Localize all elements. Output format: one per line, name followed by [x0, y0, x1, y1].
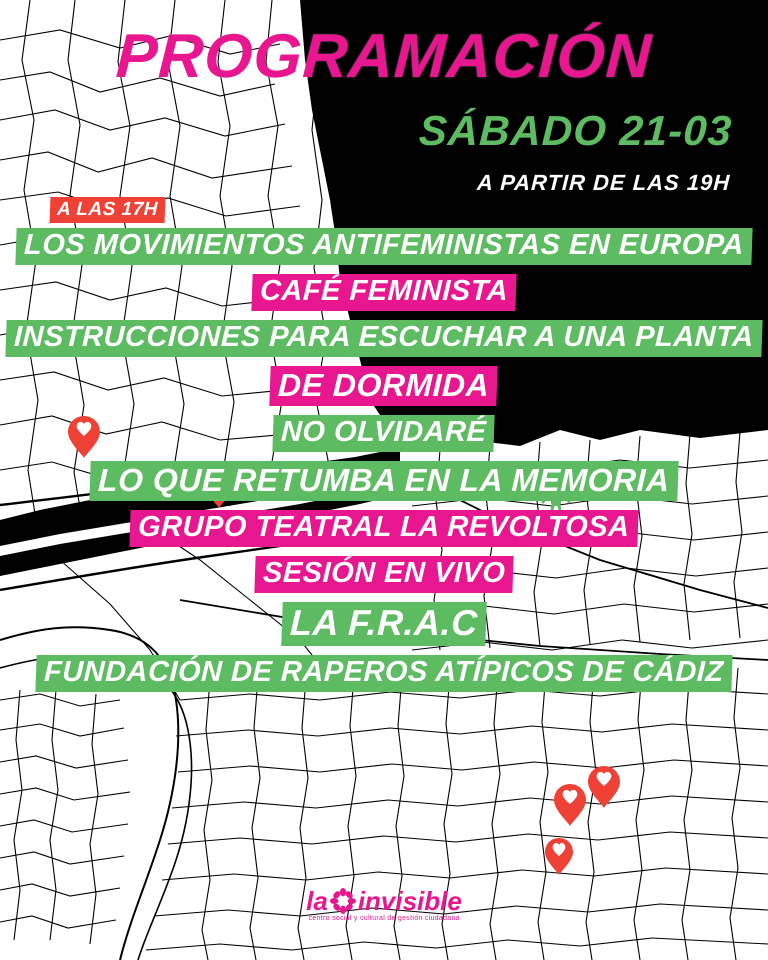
program-item — [0, 510, 768, 547]
poster-date: SÁBADO 21-03 — [417, 107, 734, 154]
program-item-label: DE DORMIDA — [270, 366, 499, 406]
early-session-badge-label: A LAS 17H — [50, 197, 166, 223]
program-item-label: LO QUE RETUMBA EN LA MEMORIA — [89, 461, 678, 501]
program-list — [0, 228, 768, 701]
program-item-label: LOS MOVIMIENTOS ANTIFEMINISTAS EN EUROPA — [15, 228, 752, 265]
program-item-label: GRUPO TEATRAL LA REVOLTOSA — [130, 510, 639, 547]
program-item — [0, 461, 768, 501]
program-item-label: CAFÉ FEMINISTA — [251, 274, 516, 311]
program-item — [0, 415, 768, 452]
poster-title: PROGRAMACIÓN — [114, 22, 654, 91]
date-line — [0, 107, 768, 154]
program-item — [0, 228, 768, 265]
asterisk-flower-icon — [330, 888, 356, 914]
logo-tagline: centro social y cultural de gestión ciudadana — [308, 915, 460, 922]
program-item-label: LA F.R.A.C — [281, 602, 486, 646]
program-item-label: FUNDACIÓN DE RAPEROS ATÍPICOS DE CÁDIZ — [36, 655, 733, 692]
logo-name: invisible — [357, 886, 462, 916]
program-item-label: SESIÓN EN VIVO — [254, 556, 514, 593]
program-item-label: INSTRUCCIONES PARA ESCUCHAR A UNA PLANTA — [6, 320, 763, 357]
program-item — [0, 366, 768, 406]
program-item — [0, 274, 768, 311]
early-session-badge — [50, 197, 165, 223]
program-item — [0, 602, 768, 646]
program-item — [0, 655, 768, 692]
program-item — [0, 556, 768, 593]
logo-prefix: la — [306, 886, 328, 916]
poster-start-time: A PARTIR DE LAS 19H — [476, 170, 731, 195]
title-block — [0, 22, 768, 91]
start-time-line — [0, 172, 768, 195]
program-item — [0, 320, 768, 357]
organization-logo — [0, 888, 768, 925]
program-item-label: NO OLVIDARÉ — [273, 415, 496, 452]
